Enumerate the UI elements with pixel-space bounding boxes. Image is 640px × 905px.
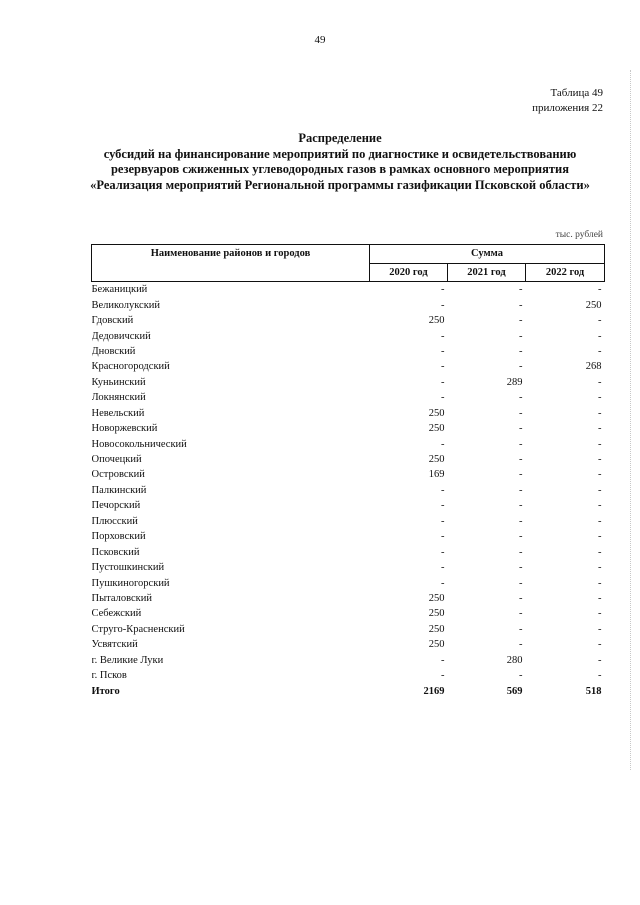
table-row	[92, 406, 605, 421]
value-2020-cell: 2169	[423, 685, 445, 697]
district-name-cell: Гдовский	[91, 315, 134, 327]
value-2022-cell: 518	[585, 685, 602, 697]
table-row	[92, 622, 605, 637]
value-2020-cell: -	[441, 284, 445, 296]
value-2021-cell: -	[519, 500, 523, 512]
table-row	[92, 514, 605, 529]
district-name-cell: Островский	[91, 469, 145, 481]
district-name-cell: Итого	[91, 685, 120, 697]
value-2022-cell: -	[598, 531, 602, 543]
value-2020-cell: -	[441, 500, 445, 512]
value-2020-cell: -	[441, 562, 445, 574]
value-2021-cell: -	[519, 438, 523, 450]
value-2020-cell: 250	[428, 423, 445, 435]
value-2021-cell: 280	[506, 654, 523, 666]
district-name-cell: Невельский	[91, 407, 145, 419]
value-2020-cell: -	[441, 438, 445, 450]
value-2020-cell: -	[441, 361, 445, 373]
value-2022-cell: -	[598, 284, 602, 296]
table-row	[92, 498, 605, 513]
district-name-cell: Куньинский	[91, 376, 146, 388]
table-row	[92, 591, 605, 606]
value-2020-cell: -	[441, 330, 445, 342]
district-name-cell: г. Великие Луки	[91, 654, 164, 666]
title-line-4: «Реализация мероприятий Региональной программы газификации Псковской области»	[90, 177, 590, 192]
value-2020-cell: -	[441, 670, 445, 682]
district-name-cell: Новоржевский	[91, 423, 158, 435]
table-row	[92, 637, 605, 652]
value-2020-cell: -	[441, 515, 445, 527]
district-name-cell: Великолукский	[91, 299, 161, 311]
value-2020-cell: -	[441, 376, 445, 388]
value-2021-cell: -	[519, 299, 523, 311]
title-line-1: Распределение	[298, 131, 382, 145]
value-2022-cell: -	[598, 407, 602, 419]
district-name-cell: Палкинский	[91, 484, 147, 496]
value-2021-cell: -	[519, 608, 523, 620]
value-2022-cell: -	[598, 438, 602, 450]
value-2020-cell: 250	[428, 454, 445, 466]
table-row	[92, 297, 605, 312]
value-2020-cell: -	[441, 392, 445, 404]
appendix-reference: приложения 22	[532, 102, 603, 114]
district-name-cell: Дновский	[91, 345, 136, 357]
value-2020-cell: 250	[428, 639, 445, 651]
table-row	[92, 344, 605, 359]
title-line-2: субсидий на финансирование мероприятий по диагностике и освидетельствованию	[103, 146, 577, 161]
value-2021-cell: -	[519, 592, 523, 604]
value-2020-cell: -	[441, 531, 445, 543]
value-2020-cell: 250	[428, 592, 445, 604]
value-2020-cell: 250	[428, 407, 445, 419]
value-2022-cell: -	[598, 577, 602, 589]
table-row	[92, 467, 605, 482]
value-2021-cell: -	[519, 407, 523, 419]
district-name-cell: Бежаницкий	[91, 284, 148, 296]
value-2020-cell: -	[441, 546, 445, 558]
document-title	[60, 131, 620, 193]
page-number: 49	[314, 34, 326, 46]
value-2021-cell: 289	[506, 376, 523, 388]
value-2020-cell: 250	[428, 623, 445, 635]
district-name-cell: Печорский	[91, 500, 141, 512]
table-row	[92, 436, 605, 451]
header-year-2022: 2022 год	[526, 263, 605, 282]
value-2021-cell: -	[519, 454, 523, 466]
value-2021-cell: -	[519, 330, 523, 342]
value-2022-cell: -	[598, 376, 602, 388]
value-2022-cell: -	[598, 423, 602, 435]
value-2021-cell: -	[519, 469, 523, 481]
value-2022-cell: -	[598, 454, 602, 466]
value-2020-cell: -	[441, 484, 445, 496]
district-name-cell: Красногородский	[91, 361, 170, 373]
value-2020-cell: -	[441, 345, 445, 357]
value-2021-cell: -	[519, 577, 523, 589]
table-row	[92, 328, 605, 343]
district-name-cell: Порховский	[91, 531, 146, 543]
value-2020-cell: 250	[428, 315, 445, 327]
header-year-2021: 2021 год	[448, 263, 526, 282]
value-2020-cell: 169	[428, 469, 445, 481]
value-2022-cell: -	[598, 592, 602, 604]
table-row	[92, 359, 605, 374]
district-name-cell: Пыталовский	[91, 592, 152, 604]
table-row	[92, 282, 605, 298]
value-2022-cell: 268	[585, 361, 602, 373]
district-name-cell: Себежский	[91, 608, 142, 620]
value-2021-cell: -	[519, 562, 523, 574]
table-number: Таблица 49	[550, 87, 603, 99]
value-2022-cell: -	[598, 315, 602, 327]
table-reference	[532, 86, 603, 116]
unit-note: тыс. рублей	[555, 230, 603, 240]
header-sum: Сумма	[370, 245, 605, 264]
table-row	[92, 653, 605, 668]
value-2022-cell: -	[598, 608, 602, 620]
table-row	[92, 390, 605, 405]
title-line-3: резервуаров сжиженных углеводородных газов в рамках основного мероприятия	[110, 162, 570, 176]
value-2022-cell: 250	[585, 299, 602, 311]
district-name-cell: Плюсский	[91, 515, 138, 527]
margin-scan-artifact	[630, 70, 632, 770]
value-2020-cell: 250	[428, 608, 445, 620]
value-2022-cell: -	[598, 484, 602, 496]
header-year-2020: 2020 год	[370, 263, 448, 282]
district-name-cell: Дедовичский	[91, 330, 151, 342]
value-2021-cell: -	[519, 315, 523, 327]
table-row	[92, 313, 605, 328]
district-name-cell: Пустошкинский	[91, 562, 165, 574]
district-name-cell: Пушкиногорский	[91, 577, 170, 589]
value-2022-cell: -	[598, 639, 602, 651]
value-2022-cell: -	[598, 546, 602, 558]
table-row	[92, 421, 605, 436]
value-2021-cell: -	[519, 345, 523, 357]
value-2022-cell: -	[598, 515, 602, 527]
table-body	[92, 282, 605, 699]
value-2022-cell: -	[598, 500, 602, 512]
district-name-cell: г. Псков	[91, 670, 127, 682]
value-2022-cell: -	[598, 562, 602, 574]
value-2021-cell: 569	[506, 685, 523, 697]
value-2021-cell: -	[519, 531, 523, 543]
value-2021-cell: -	[519, 670, 523, 682]
table-row	[92, 668, 605, 683]
value-2021-cell: -	[519, 284, 523, 296]
value-2021-cell: -	[519, 484, 523, 496]
table-row	[92, 560, 605, 575]
value-2021-cell: -	[519, 423, 523, 435]
value-2020-cell: -	[441, 577, 445, 589]
value-2021-cell: -	[519, 639, 523, 651]
value-2022-cell: -	[598, 623, 602, 635]
table-total-row	[92, 683, 605, 698]
value-2022-cell: -	[598, 469, 602, 481]
table-row	[92, 375, 605, 390]
value-2022-cell: -	[598, 392, 602, 404]
district-name-cell: Псковский	[91, 546, 140, 558]
table-row	[92, 483, 605, 498]
value-2020-cell: -	[441, 299, 445, 311]
district-name-cell: Новосокольнический	[91, 438, 187, 450]
value-2021-cell: -	[519, 546, 523, 558]
district-name-cell: Струго-Красненский	[91, 623, 185, 635]
table-row	[92, 575, 605, 590]
table-row	[92, 606, 605, 621]
district-name-cell: Опочецкий	[91, 454, 142, 466]
value-2021-cell: -	[519, 623, 523, 635]
table-row	[92, 544, 605, 559]
value-2022-cell: -	[598, 654, 602, 666]
district-name-cell: Усвятский	[91, 639, 138, 651]
value-2022-cell: -	[598, 330, 602, 342]
value-2022-cell: -	[598, 345, 602, 357]
header-district-name: Наименование районов и городов	[92, 245, 370, 282]
value-2021-cell: -	[519, 515, 523, 527]
value-2020-cell: -	[441, 654, 445, 666]
value-2021-cell: -	[519, 361, 523, 373]
table-row	[92, 529, 605, 544]
value-2021-cell: -	[519, 392, 523, 404]
value-2022-cell: -	[598, 670, 602, 682]
district-name-cell: Локнянский	[91, 392, 146, 404]
table-row	[92, 452, 605, 467]
subsidy-table	[91, 244, 605, 699]
